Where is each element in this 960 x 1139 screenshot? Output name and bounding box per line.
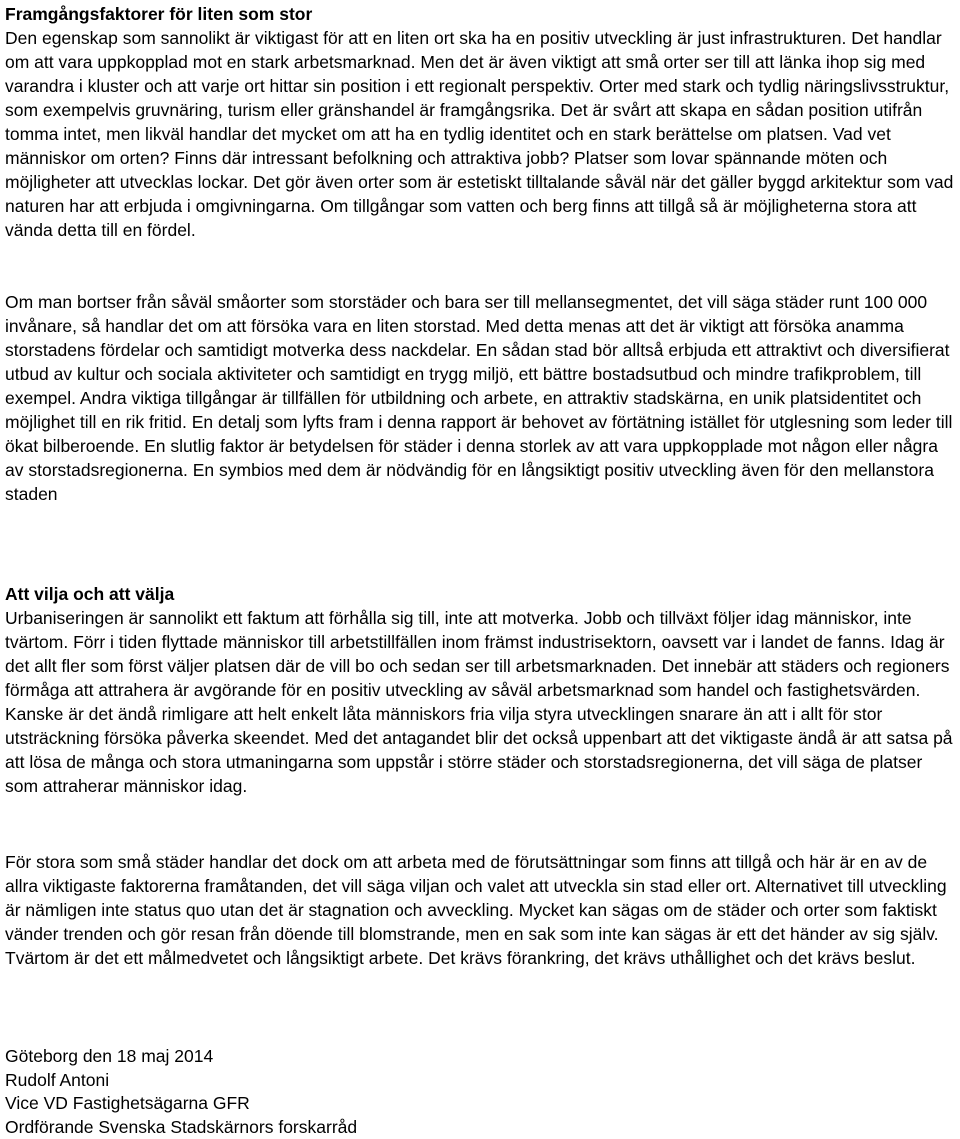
paragraph: För stora som små städer handlar det dock om att arbeta med de förutsättningar som finns att tillgå och här är en av de allra viktigaste faktorerna framåtanden, det vill säga viljan och valet att utveckla sin stad eller ort. Alternativet till utveckling är nämligen inte status quo utan det är stagnation och avveckling. Mycket kan sägas om de städer och orter som faktiskt vänder trenden och gör resan från döende till blomstrande, men en sak som inte kan sägas är ett det händer av sig själv. Tvärtom är det ett målmedvetet och långsiktigt arbete. Det krävs förankring, det krävs uthållighet och det krävs beslut. — [5, 850, 957, 970]
paragraph: Urbaniseringen är sannolikt ett faktum att förhålla sig till, inte att motverka. Jobb och tillväxt följer idag människor, inte tvärtom. Förr i tiden flyttade människor till arbetstillfällen inom främst industrisektorn, oavsett var i landet de fanns. Idag är det allt fler som först väljer platsen där de vill bo och sedan ser till arbetsmarknaden. Det innebär att städers och regioners förmåga att attrahera är avgörande för en positiv utveckling av såväl arbetsmarknad som handel och fastighetsvärden. — [5, 606, 957, 702]
section-att-vilja — [5, 582, 957, 798]
paragraph: Kanske är det ändå rimligare att helt enkelt låta människors fria vilja styra utvecklingen snarare än att i allt för stor utsträckning försöka påverka skeendet. Med det antagandet blir det också uppenbart att det viktigaste ändå är att satsa på att lösa de många och stora utmaningarna som uppstår i större städer och storstadsregionerna, det vill säga de platser som attraherar människor idag. — [5, 702, 957, 798]
signature-place-date: Göteborg den 18 maj 2014 — [5, 1045, 957, 1069]
section-stora-som-sma — [5, 850, 957, 970]
signature-title: Vice VD Fastighetsägarna GFR — [5, 1092, 957, 1116]
signature-name: Rudolf Antoni — [5, 1069, 957, 1093]
section-heading: Att vilja och att välja — [5, 582, 957, 606]
section-framgangsfaktorer — [5, 2, 957, 242]
section-heading: Framgångsfaktorer för liten som stor — [5, 2, 957, 26]
signature-title: Ordförande Svenska Stadskärnors forskarråd — [5, 1116, 957, 1139]
signature-block — [5, 1045, 957, 1139]
paragraph: Den egenskap som sannolikt är viktigast för att en liten ort ska ha en positiv utveckling är just infrastrukturen. Det handlar om att vara uppkopplad mot en stark arbetsmarknad. Men det är även viktigt att små orter ser till att länka ihop sig med varandra i kluster och att varje ort hittar sin position i ett regionalt perspektiv. Orter med stark och tydlig näringslivsstruktur, som exempelvis gruvnäring, turism eller gränshandel är framgångsrika. Det är svårt att skapa en sådan position utifrån tomma intet, men likväl handlar det mycket om att ha en tydlig identitet och en stark berättelse om platsen. Vad vet människor om orten? Finns där intressant befolkning och attraktiva jobb? Platser som lovar spännande möten och möjligheter att utvecklas lockar. Det gör även orter som är estetiskt tilltalande såväl när det gäller byggd arkitektur som vad naturen har att erbjuda i omgivningarna. Om tillgångar som vatten och berg finns att tillgå så är möjligheterna stora att vända detta till en fördel. — [5, 26, 957, 242]
section-mellansegment — [5, 290, 957, 506]
paragraph: Om man bortser från såväl småorter som storstäder och bara ser till mellansegmentet, det vill säga städer runt 100 000 invånare, så handlar det om att försöka vara en liten storstad. Med detta menas att det är viktigt att försöka anamma storstadens fördelar och samtidigt motverka dess nackdelar. En sådan stad bör alltså erbjuda ett attraktivt och diversifierat utbud av kultur och sociala aktiviteter och samtidigt en trygg miljö, ett bättre bostadsutbud och mindre trafikproblem, till exempel. Andra viktiga tillgångar är tillfällen för utbildning och arbete, en attraktiv stadskärna, en unik platsidentitet och möjlighet till en rik fritid. En detalj som lyfts fram i denna rapport är behovet av förtätning istället för utglesning som leder till ökat bilberoende. En slutlig faktor är betydelsen för städer i denna storlek av att vara uppkopplade mot någon eller några av storstadsregionerna. En symbios med dem är nödvändig för en långsiktigt positiv utveckling även för den mellanstora staden — [5, 290, 957, 506]
